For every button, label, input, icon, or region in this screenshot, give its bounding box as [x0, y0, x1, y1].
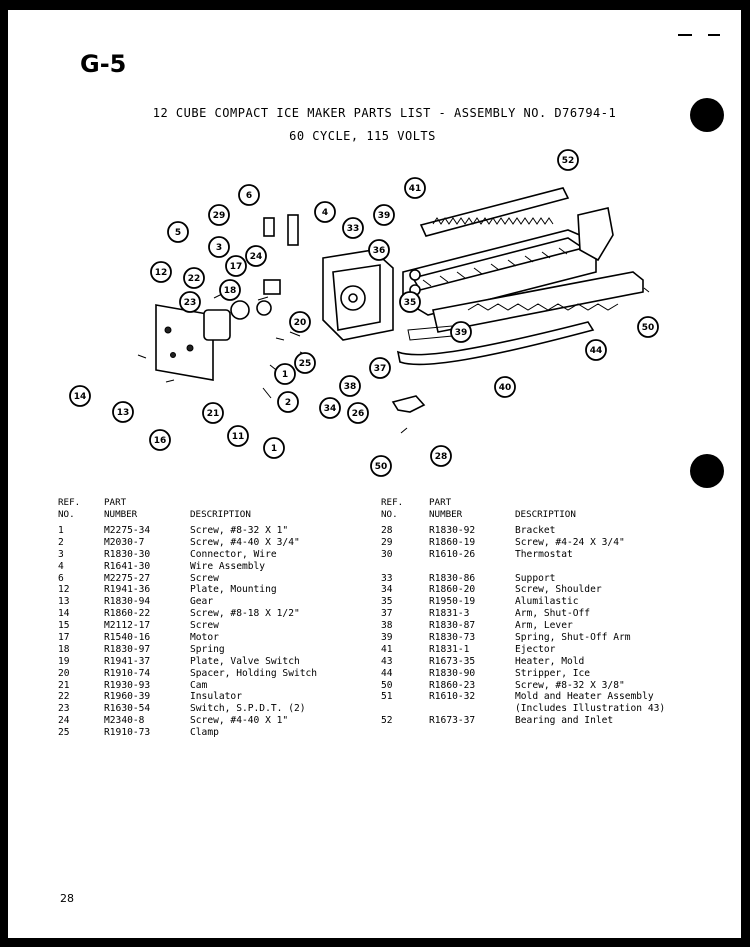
description-cell: Stripper, Ice — [515, 667, 591, 679]
callout-1 — [275, 364, 295, 384]
callout-34 — [320, 398, 340, 418]
callout-label: 20 — [293, 318, 307, 329]
description-cell: (Includes Illustration 43) — [515, 703, 666, 715]
callout-label: 26 — [351, 409, 365, 420]
ref-cell: 1 — [58, 525, 64, 536]
part-number-cell: R1830-90 — [429, 667, 476, 679]
callout-label: 5 — [174, 228, 182, 239]
part-number-header: PART NUMBER — [429, 497, 463, 520]
callout-50 — [371, 456, 391, 476]
callout-20 — [290, 312, 310, 332]
callout-3 — [209, 237, 229, 257]
ref-cell: 30 — [381, 548, 393, 560]
description-cell: Wire Assembly — [190, 560, 266, 572]
description-cell: Spring, Shut-Off Arm — [515, 632, 631, 644]
callout-41 — [405, 178, 425, 198]
description-cell: Gear — [190, 596, 214, 608]
ref-cell: 38 — [381, 620, 393, 632]
switch — [264, 280, 280, 294]
part-number-cell: R1673-37 — [429, 715, 476, 727]
ref-header: REF. NO. — [381, 497, 404, 520]
description-cell: Connector, Wire — [190, 548, 277, 560]
part-number-cell: M2030-7 — [104, 536, 145, 548]
ref-cell: 17 — [58, 632, 70, 644]
ref-cell: 43 — [381, 655, 393, 667]
ref-cell: 35 — [381, 596, 393, 608]
description-cell: Switch, S.P.D.T. (2) — [190, 703, 306, 715]
callout-label: 50 — [374, 462, 388, 473]
description-cell: Insulator — [190, 691, 242, 703]
parts-list-title: 12 CUBE COMPACT ICE MAKER PARTS LIST - ASSEMBLY NO. D76794-1 — [152, 106, 617, 120]
description-cell: Cam — [190, 679, 208, 691]
description-cell: Screw, #4-40 X 1" — [190, 715, 289, 727]
part-number-cell: R1641-30 — [104, 560, 151, 572]
callout-1 — [264, 438, 284, 458]
callout-label: 40 — [498, 383, 512, 394]
part-number-cell: R1831-1 — [429, 643, 470, 655]
callout-17 — [226, 256, 246, 276]
callout-label: 2 — [284, 398, 292, 409]
callout-11 — [228, 426, 248, 446]
callout-label: 44 — [589, 346, 603, 357]
description-cell: Support — [515, 572, 556, 584]
callout-38 — [340, 376, 360, 396]
corner-mark — [678, 34, 692, 36]
catalog-page — [8, 10, 741, 938]
callout-label: 39 — [377, 211, 391, 222]
description-cell: Screw, Shoulder — [515, 584, 602, 596]
part-number-cell: R1941-37 — [104, 655, 151, 667]
callout-label: 16 — [153, 436, 167, 447]
description-cell: Screw, #8-18 X 1/2" — [190, 608, 300, 620]
callout-label: 52 — [561, 156, 575, 167]
callout-label: 1 — [281, 370, 289, 381]
ref-cell: 6 — [58, 572, 64, 584]
page-number: 28 — [60, 892, 74, 905]
callout-label: 11 — [231, 432, 245, 443]
ref-cell: 13 — [58, 596, 70, 608]
ref-cell: 20 — [58, 667, 70, 679]
callout-6 — [239, 185, 259, 205]
callout-16 — [150, 430, 170, 450]
callout-26 — [348, 403, 368, 423]
ref-cell: 41 — [381, 643, 393, 655]
callout-40 — [495, 377, 515, 397]
ref-cell: 4 — [58, 560, 64, 572]
part-number-cell: R1830-30 — [104, 548, 151, 560]
gear — [231, 301, 249, 319]
part-number-cell: R1830-97 — [104, 643, 151, 655]
description-cell: Thermostat — [515, 548, 573, 560]
ref-cell: 52 — [381, 715, 393, 727]
callout-25 — [295, 353, 315, 373]
bracket — [393, 396, 424, 412]
motor — [204, 310, 230, 340]
part-number-cell: R1830-94 — [104, 596, 151, 608]
callout-label: 21 — [206, 409, 220, 420]
callout-label: 12 — [154, 268, 168, 279]
callout-label: 13 — [116, 408, 130, 419]
callout-label: 50 — [641, 323, 655, 334]
callout-label: 23 — [183, 298, 197, 309]
description-cell: Screw — [190, 620, 219, 632]
callout-22 — [184, 268, 204, 288]
callout-39 — [451, 322, 471, 342]
part-number-cell: R1673-35 — [429, 655, 476, 667]
part-number-cell: R1910-73 — [104, 727, 151, 739]
ref-cell: 21 — [58, 679, 70, 691]
description-cell: Ejector — [515, 643, 556, 655]
part-number-cell: R1941-36 — [104, 584, 151, 596]
corner-mark — [708, 34, 720, 36]
ref-cell: 24 — [58, 715, 70, 727]
callout-24 — [246, 246, 266, 266]
description-cell: Spring — [190, 643, 225, 655]
callout-2 — [278, 392, 298, 412]
callout-37 — [370, 358, 390, 378]
description-cell: Arm, Lever — [515, 620, 573, 632]
callout-label: 28 — [434, 452, 448, 463]
description-cell: Screw, #4-40 X 3/4" — [190, 536, 300, 548]
callout-label: 37 — [373, 364, 387, 375]
part-number-cell: M2275-34 — [104, 525, 151, 536]
description-cell: Clamp — [190, 727, 219, 739]
callout-50 — [638, 317, 658, 337]
ref-cell: 23 — [58, 703, 70, 715]
callout-35 — [400, 292, 420, 312]
callout-36 — [369, 240, 389, 260]
wire-connector — [288, 215, 298, 245]
electrical-spec: 60 CYCLE, 115 VOLTS — [289, 129, 436, 143]
callout-label: 38 — [343, 382, 357, 393]
callout-21 — [203, 403, 223, 423]
ref-cell: 19 — [58, 655, 70, 667]
description-cell: Screw — [190, 572, 219, 584]
part-number-cell: R1860-19 — [429, 536, 476, 548]
ref-cell: 12 — [58, 584, 70, 596]
callout-label: 41 — [408, 184, 422, 195]
callout-label: 36 — [372, 246, 386, 257]
callout-23 — [180, 292, 200, 312]
part-number-cell: R1860-20 — [429, 584, 476, 596]
callout-28 — [431, 446, 451, 466]
ref-cell: 29 — [381, 536, 393, 548]
description-cell: Screw, #8-32 X 1" — [190, 525, 289, 536]
description-cell: Arm, Shut-Off — [515, 608, 591, 620]
callout-12 — [151, 262, 171, 282]
callout-label: 22 — [187, 274, 201, 285]
ref-cell: 18 — [58, 643, 70, 655]
callout-label: 29 — [212, 211, 226, 222]
description-cell: Plate, Mounting — [190, 584, 277, 596]
ref-cell: 14 — [58, 608, 70, 620]
callout-label: 33 — [346, 224, 360, 235]
description-header: DESCRIPTION — [190, 509, 251, 520]
description-cell: Spacer, Holding Switch — [190, 667, 318, 679]
part-number-header: PART NUMBER — [104, 497, 138, 520]
part-number-cell: R1540-16 — [104, 632, 151, 644]
exploded-parts-diagram — [8, 10, 741, 490]
callout-label: 24 — [249, 252, 263, 263]
part-number-cell: R1960-39 — [104, 691, 151, 703]
description-header: DESCRIPTION — [515, 509, 576, 520]
part-number-cell: R1630-54 — [104, 703, 151, 715]
description-cell: Bracket — [515, 525, 556, 536]
ref-header: REF. NO. — [58, 497, 81, 520]
description-cell: Screw, #8-32 X 3/8" — [515, 679, 625, 691]
callout-label: 34 — [323, 404, 337, 415]
bearing-inlet — [578, 208, 613, 260]
callout-44 — [586, 340, 606, 360]
part-number-cell: M2275-27 — [104, 572, 151, 584]
part-number-cell: R1930-93 — [104, 679, 151, 691]
part-number-cell: R1950-19 — [429, 596, 476, 608]
part-number-cell: M2340-8 — [104, 715, 145, 727]
callout-18 — [220, 280, 240, 300]
callout-label: 18 — [223, 286, 237, 297]
callout-label: 1 — [270, 444, 278, 455]
callout-label: 3 — [215, 243, 223, 254]
description-cell: Bearing and Inlet — [515, 715, 614, 727]
part-number-cell: R1610-26 — [429, 548, 476, 560]
callout-39 — [374, 205, 394, 225]
callout-label: 14 — [73, 392, 87, 403]
ref-cell: 15 — [58, 620, 70, 632]
description-cell: Alumilastic — [515, 596, 579, 608]
callout-label: 17 — [229, 262, 243, 273]
callout-13 — [113, 402, 133, 422]
callout-label: 4 — [321, 208, 329, 219]
callout-52 — [558, 150, 578, 170]
part-number-cell: R1830-73 — [429, 632, 476, 644]
part-number-cell: M2112-17 — [104, 620, 151, 632]
callout-label: 6 — [245, 191, 253, 202]
callout-label: 25 — [298, 359, 312, 370]
ref-cell: 25 — [58, 727, 70, 739]
description-cell: Screw, #4-24 X 3/4" — [515, 536, 625, 548]
ref-cell: 39 — [381, 632, 393, 644]
part-number-cell: R1831-3 — [429, 608, 470, 620]
ref-cell: 22 — [58, 691, 70, 703]
ref-cell: 34 — [381, 584, 393, 596]
part-number-cell: R1860-22 — [104, 608, 151, 620]
callout-4 — [315, 202, 335, 222]
description-cell: Mold and Heater Assembly — [515, 691, 654, 703]
description-cell: Motor — [190, 632, 219, 644]
ref-cell: 28 — [381, 525, 393, 536]
part-number-cell: R1860-23 — [429, 679, 476, 691]
part-number-cell: R1910-74 — [104, 667, 151, 679]
ref-cell: 50 — [381, 679, 393, 691]
description-cell: Heater, Mold — [515, 655, 585, 667]
callout-label: 35 — [403, 298, 417, 309]
callout-33 — [343, 218, 363, 238]
ref-cell: 44 — [381, 667, 393, 679]
part-number-cell: R1830-86 — [429, 572, 476, 584]
ref-cell: 33 — [381, 572, 393, 584]
ejector — [421, 188, 568, 236]
ref-cell: 51 — [381, 691, 393, 703]
callout-29 — [209, 205, 229, 225]
part-number-cell: R1610-32 — [429, 691, 476, 703]
ref-cell: 2 — [58, 536, 64, 548]
section-code: G-5 — [80, 50, 127, 78]
description-cell: Plate, Valve Switch — [190, 655, 300, 667]
ref-cell: 3 — [58, 548, 64, 560]
callout-5 — [168, 222, 188, 242]
part-number-cell: R1830-92 — [429, 525, 476, 536]
ref-cell: 37 — [381, 608, 393, 620]
part-number-cell: R1830-87 — [429, 620, 476, 632]
callout-label: 39 — [454, 328, 468, 339]
callout-14 — [70, 386, 90, 406]
